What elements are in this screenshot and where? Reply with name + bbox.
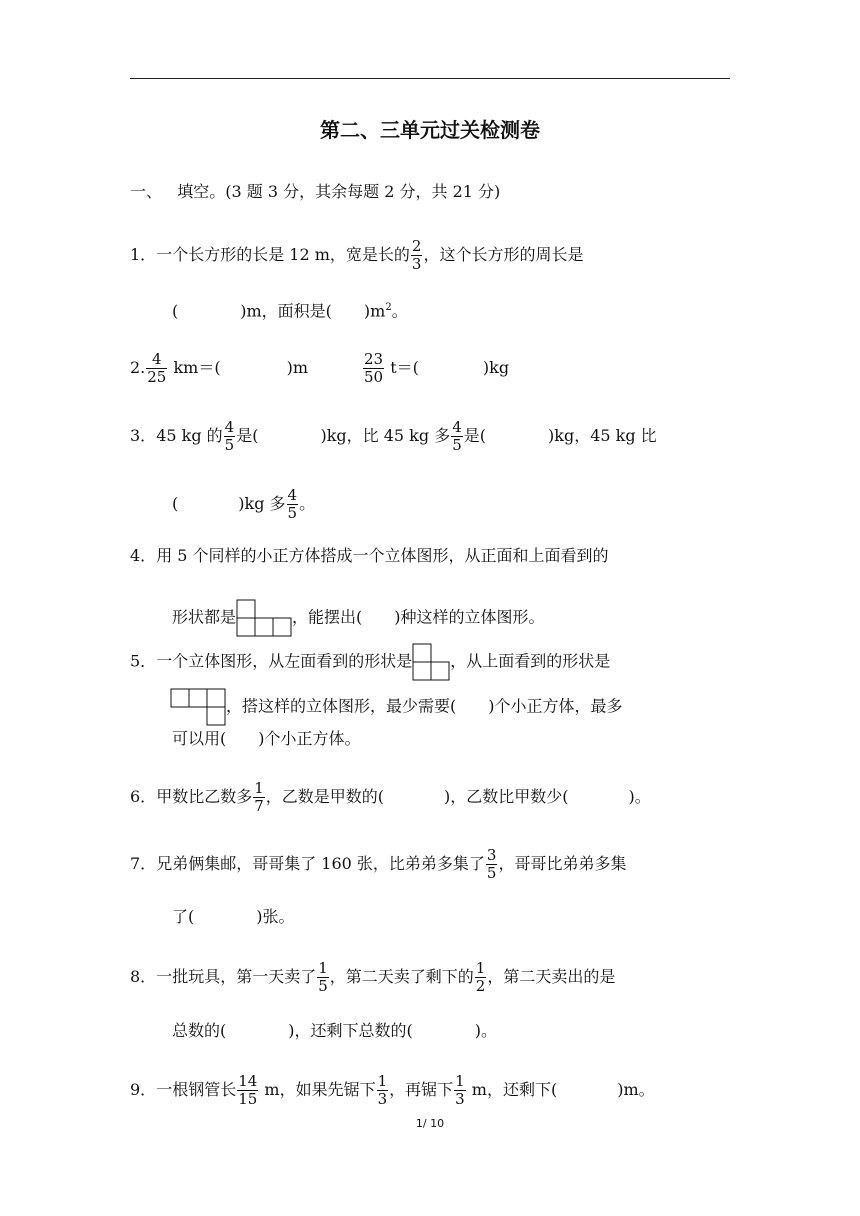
question-text: ，能摆出( [292,607,363,627]
question-text: )张。 [256,907,295,926]
question-3-line-2 [172,487,315,522]
numerator: 1 [377,1072,388,1090]
question-text: )种这样的立体图形。 [394,607,545,627]
question-5-line-3 [172,728,361,750]
page-number: 1/ 10 [415,1117,445,1130]
header-rule [130,78,730,79]
question-text: 一批玩具，第一天卖了 [156,967,317,986]
question-number: 4． [130,546,157,565]
question-text: ，从上面看到的形状是 [450,651,611,671]
numerator: 1 [455,1072,465,1090]
numerator: 4 [452,418,462,436]
question-4-line-1 [130,545,609,567]
question-5-line-1 [130,643,610,681]
fraction [146,351,167,386]
question-7-line-1 [130,847,626,882]
question-2 [130,351,509,386]
fraction [411,238,423,273]
numerator: 1 [254,779,264,797]
denominator: 5 [318,977,328,995]
denominator: 25 [147,368,167,386]
question-text: ，乙数是甲数的( [265,787,384,806]
question-text: 甲数比乙数多 [156,787,253,806]
question-text: 一个长方形的长是 12 m，宽是长的 [156,245,410,264]
question-text: 。 [299,494,316,513]
question-text: ，哥哥比弟弟多集 [498,854,627,873]
question-text: m，还剩下( [471,1080,558,1099]
question-number: 3． [130,426,157,445]
numerator: 23 [364,350,384,368]
question-9 [130,1073,655,1108]
question-5-line-2 [170,688,623,726]
question-text: 形状都是 [172,607,237,627]
fraction [237,1073,258,1108]
question-4-line-2 [172,599,545,637]
question-number: 8． [130,967,157,986]
numerator: 2 [411,237,422,255]
denominator: 5 [224,436,235,454]
front-top-view-figure [236,599,292,637]
question-number: 2. [130,358,146,377]
question-text: )m [286,358,308,377]
fraction [224,419,236,454]
question-text: t＝( [390,358,419,377]
question-text: 用 5 个同样的小正方体搭成一个立体图形，从正面和上面看到的 [156,546,609,565]
question-text: 是( [463,426,487,445]
page-title: 第二、三单元过关检测卷 [320,118,540,142]
question-text: )kg，比 45 kg 多 [320,426,451,445]
question-text: )，乙数比甲数少( [444,787,569,806]
fraction [475,960,487,995]
question-8-line-2 [172,1020,497,1042]
section-heading [130,181,500,203]
denominator: 5 [486,864,497,882]
question-text: )m [363,301,386,321]
numerator: 1 [475,959,486,977]
fraction [253,780,265,815]
question-number: 5． [130,651,157,671]
blank-open: ( [172,301,179,321]
question-1-line-2 [172,297,408,322]
section-number: 一、 [130,182,163,201]
denominator: 5 [452,436,462,454]
question-text: ，第二天卖了剩下的 [329,967,474,986]
section-text: 填空。(3 题 3 分，其余每题 2 分，共 21 分) [177,182,501,201]
denominator: 7 [254,797,264,815]
fraction [317,960,329,995]
question-text: km＝( [173,358,221,377]
numerator: 4 [224,418,235,436]
fraction [377,1073,389,1108]
denominator: 3 [411,255,422,273]
question-text: m，如果先锯下 [264,1080,376,1099]
question-text: 总数的( [172,1021,227,1040]
fraction [451,419,463,454]
question-number: 9． [130,1080,157,1099]
blank-open: ( [172,494,179,513]
denominator: 2 [475,977,486,995]
denominator: 50 [364,368,384,386]
question-text: ，再锯下 [389,1080,454,1099]
question-number: 6． [130,787,157,806]
question-text: 兄弟俩集邮，哥哥集了 160 张，比弟弟多集了 [156,854,485,873]
question-text: 可以用( [172,729,227,748]
question-text: )m，面积是( [240,301,332,321]
question-text: )，还剩下总数的( [288,1021,413,1040]
left-view-figure [412,643,450,681]
numerator: 4 [287,486,298,504]
question-text: )个小正方体，最多 [488,696,623,716]
question-text: 一个立体图形，从左面看到的形状是 [156,651,413,671]
superscript: 2 [385,302,392,313]
question-8-line-1 [130,960,615,995]
question-text: )个小正方体。 [258,729,361,748]
question-7-line-2 [172,906,295,928]
denominator: 3 [377,1090,388,1108]
question-text: 。 [391,301,408,321]
question-text: ，搭这样的立体图形，最少需要( [226,696,457,716]
numerator: 3 [486,846,497,864]
denominator: 3 [455,1090,465,1108]
question-text: 一根钢管长 [156,1080,237,1099]
question-text: )m。 [617,1080,655,1099]
question-text: )kg，45 kg 比 [548,426,657,445]
question-number: 7． [130,854,157,873]
question-6 [130,780,651,815]
question-1-line-1 [130,238,583,273]
numerator: 4 [152,350,162,368]
top-view-figure [170,688,226,726]
fraction [287,487,299,522]
question-text: )。 [474,1021,497,1040]
question-text: 了( [172,907,195,926]
fraction [363,351,384,386]
question-text: )kg 多 [238,494,286,513]
question-number: 1． [130,245,157,264]
denominator: 5 [287,504,298,522]
fraction [454,1073,466,1108]
denominator: 15 [238,1090,258,1108]
question-text: )kg [482,358,510,377]
numerator: 14 [238,1072,258,1090]
question-text: 是( [236,426,259,445]
fraction [486,847,498,882]
numerator: 1 [318,959,328,977]
question-text: )。 [628,787,651,806]
question-text: 45 kg 的 [156,426,223,445]
question-text: ，这个长方形的周长是 [423,245,584,264]
question-text: ，第二天卖出的是 [487,967,616,986]
question-3-line-1 [130,419,657,454]
